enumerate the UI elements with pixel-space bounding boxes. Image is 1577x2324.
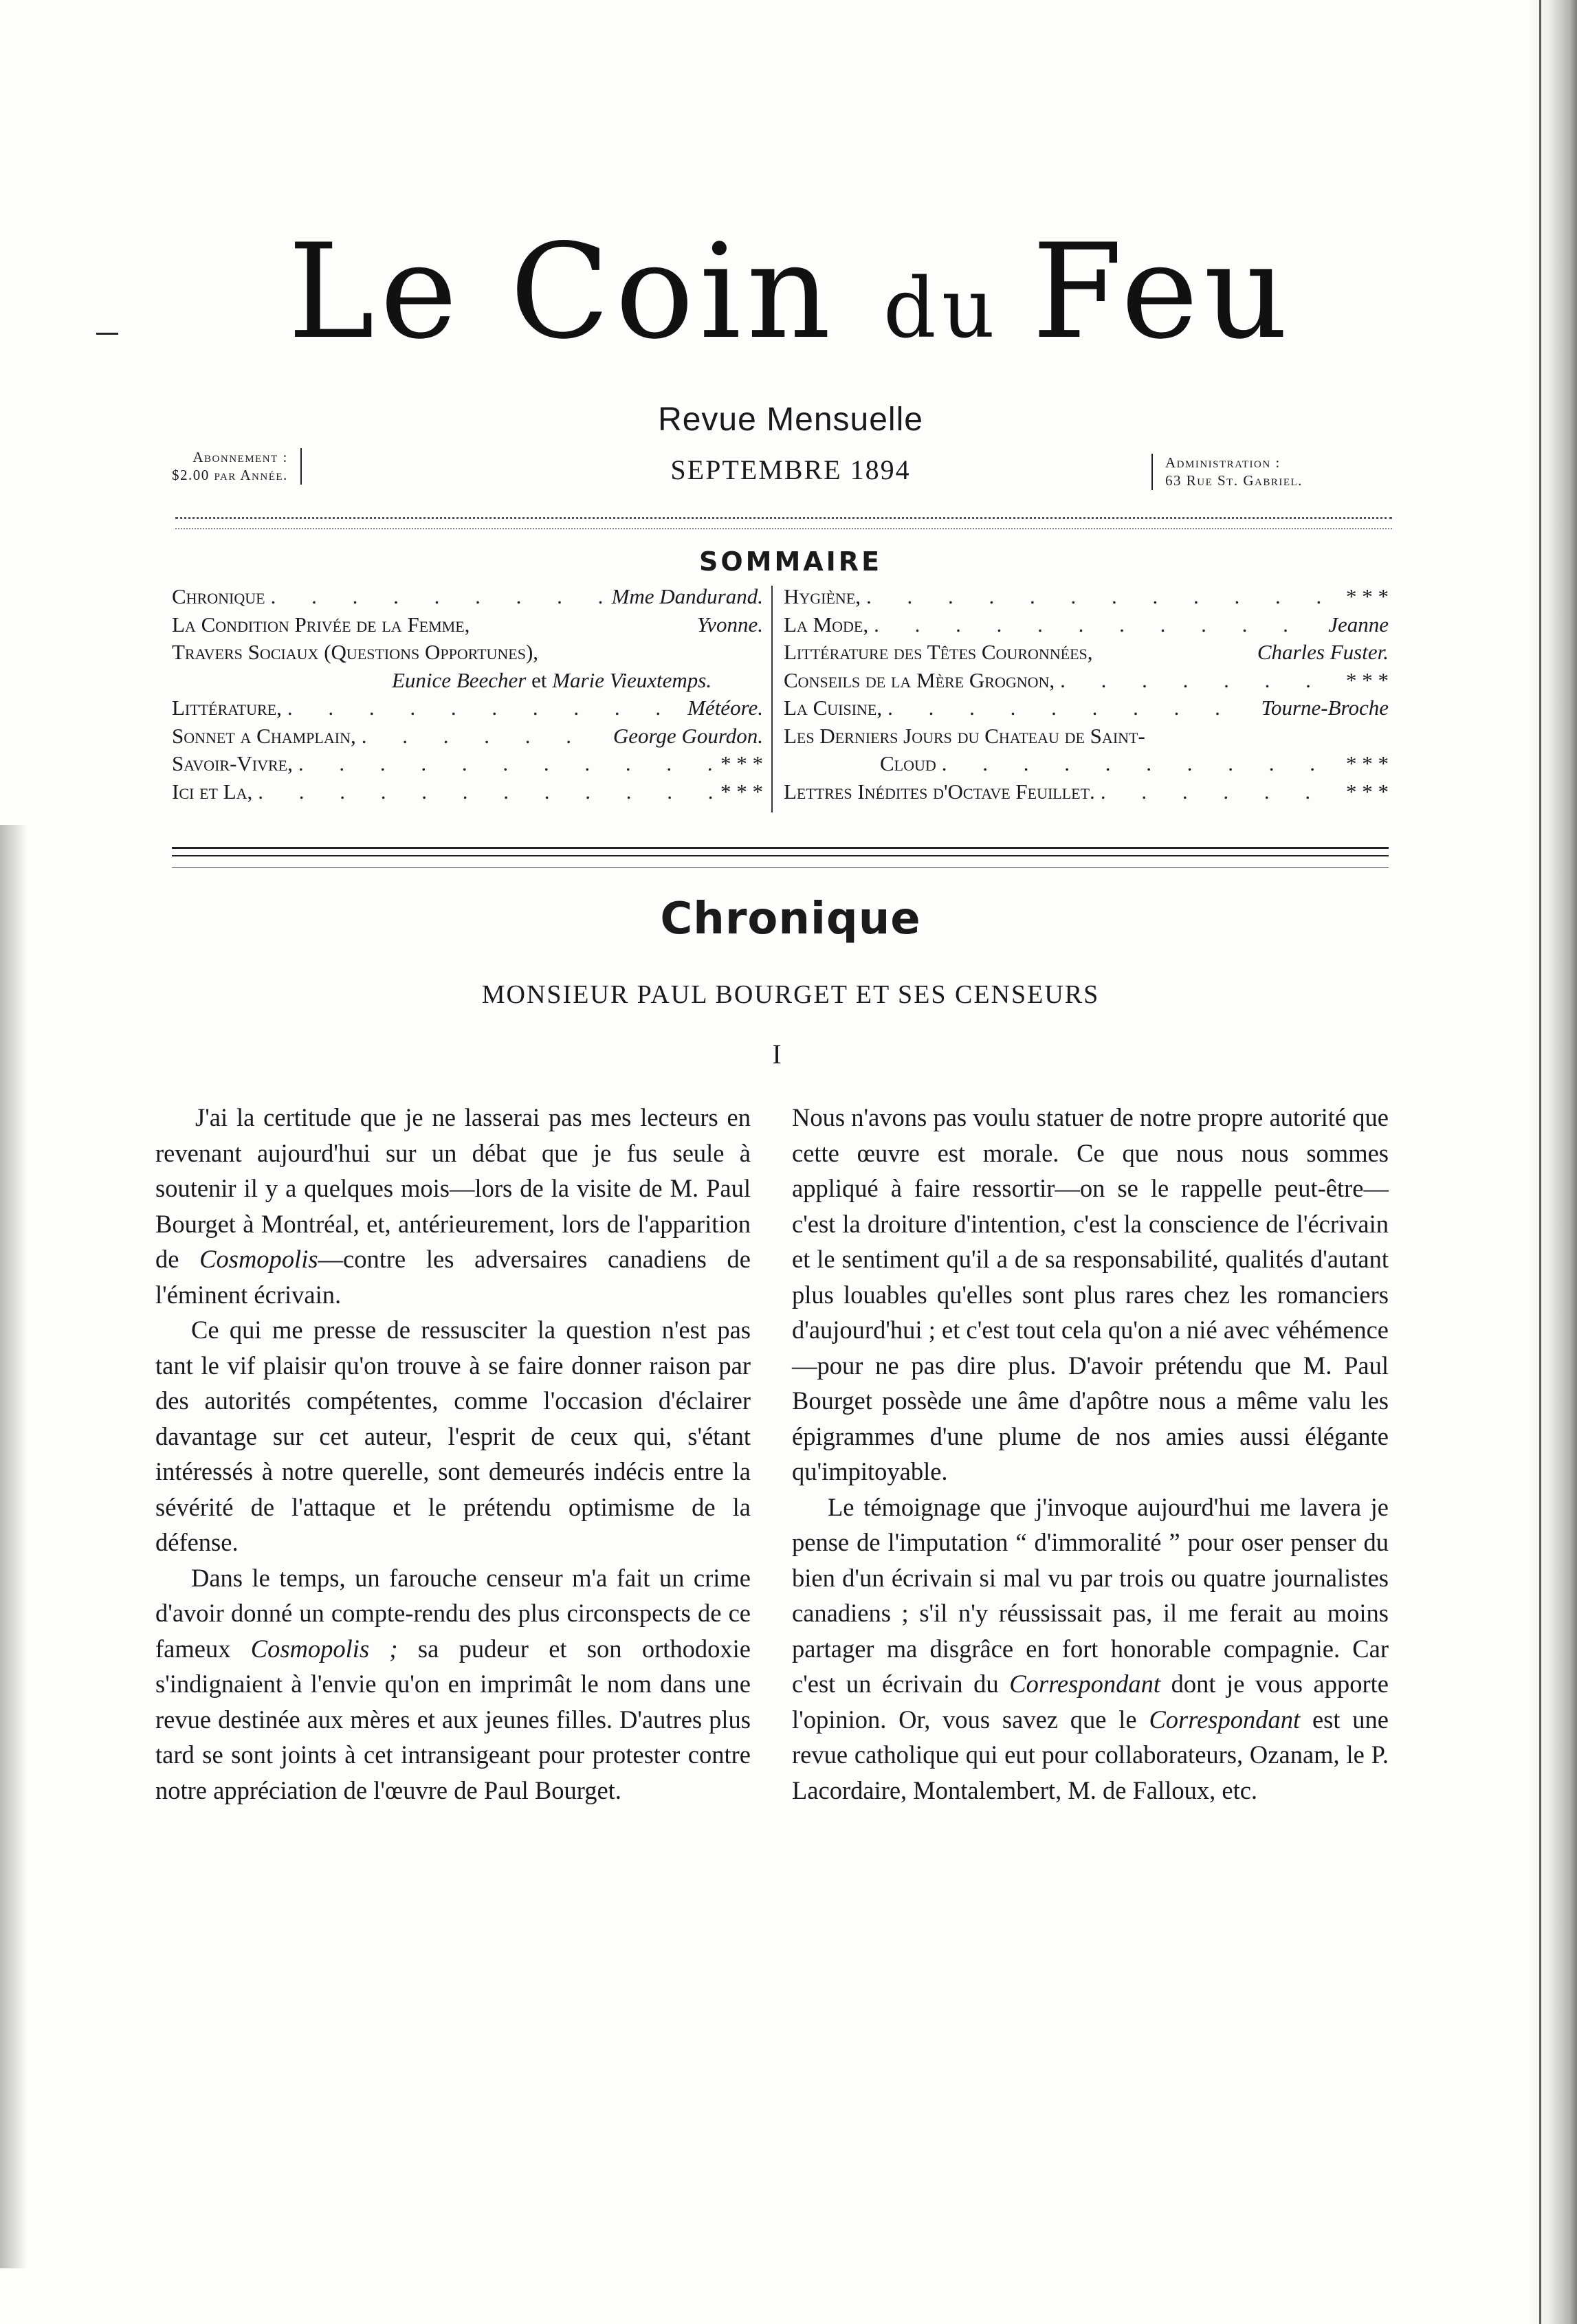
toc-entry-author: Mme Dandurand.	[611, 584, 763, 608]
toc-author-vieuxtemps: Marie Vieuxtemps.	[552, 667, 712, 692]
sommaire-rule-top	[172, 847, 1389, 849]
administration-box	[1151, 454, 1303, 490]
publication-title: Correspondant	[1149, 1705, 1301, 1734]
subscription-box	[172, 448, 302, 485]
masthead-title	[206, 216, 1375, 368]
toc-entry-author: Météore.	[687, 696, 763, 720]
article-paragraph: Nous n'avons pas voulu statuer de notre propre autorité que cette œuvre est morale. Ce que nous nous sommes appliqué à faire ressortir—on se le rappelle peut-être—c'est la droiture d'intention, c'est la conscience de l'écrivain et le sentiment qu'il a de sa responsabilité, qualités d'autant plus louables qu'elles sont plus rares chez les romanciers d'aujourd'hui ; et c'est tout cela qu'on a nié avec véhémence—pour ne pas dire plus. D'avoir prétendu que M. Paul Bourget possède une âme d'apôtre nous a même valu les épigrammes d'une plume de nos amies aussi élégante qu'impitoyable.	[792, 1103, 1389, 1485]
toc-leader	[271, 583, 606, 611]
sommaire-rule-bottom	[172, 867, 1389, 868]
toc-entry-author: * * *	[720, 751, 763, 775]
toc-entry-title: La Cuisine,	[784, 696, 883, 720]
toc-entry-title: Conseils de la Mère Grognon,	[784, 667, 1055, 692]
sommaire-left-column	[172, 583, 763, 806]
section-title: Chronique	[660, 894, 921, 944]
toc-leader	[287, 694, 682, 722]
masthead-word-le: Le	[287, 216, 510, 368]
toc-entry	[784, 778, 1389, 806]
toc-entry	[784, 583, 1389, 611]
toc-entry-title: Littérature,	[172, 696, 282, 720]
toc-entry-title: Ici et La,	[172, 779, 253, 804]
toc-entry-continuation	[784, 750, 1389, 778]
sommaire-heading: SOMMAIRE	[698, 546, 883, 577]
paragraph-text: J'ai la certitude que je ne lasserai pas mes lecteurs en revenant aujourd'hui sur un débat que je fus seule à soutenir il y a quelques mois—lors de la visite de M. Paul Bourget à Montréal, et, antérieurement, lors de l'apparition de	[155, 1103, 751, 1273]
toc-entry-author: * * *	[720, 779, 763, 804]
toc-entry-author: * * *	[1346, 751, 1389, 775]
toc-entry	[784, 667, 1389, 695]
toc-entry	[172, 694, 763, 722]
toc-entry-title: Sonnet a Champlain,	[172, 723, 356, 748]
book-title: Cosmopolis ;	[250, 1634, 398, 1663]
toc-leader	[362, 722, 608, 751]
toc-entry	[784, 722, 1389, 751]
header-rule	[175, 517, 1392, 519]
toc-leader	[874, 611, 1323, 639]
toc-entry-title: La Mode,	[784, 612, 869, 637]
toc-entry-author: * * *	[1346, 779, 1389, 804]
issue-date: SEPTEMBRE 1894	[670, 454, 911, 485]
toc-entry	[172, 583, 763, 611]
sommaire-rule-middle	[172, 855, 1389, 856]
masthead-subtitle: Revue Mensuelle	[658, 401, 923, 438]
left-margin-stain	[0, 825, 27, 2268]
toc-entry-title: Chronique	[172, 584, 265, 608]
toc-entry-title: La Condition Privée de la Femme,	[172, 612, 470, 637]
toc-leader	[866, 583, 1341, 611]
toc-entry-title: Lettres Inédites d'Octave Feuillet.	[784, 779, 1095, 804]
toc-entry	[784, 611, 1389, 639]
header-rule-secondary	[175, 528, 1392, 529]
subscription-price: $2.00 par Année.	[172, 467, 288, 484]
toc-leader	[1101, 778, 1341, 806]
book-title: Cosmopolis	[199, 1245, 318, 1273]
toc-entry	[784, 694, 1389, 722]
page-edge-shadow	[1529, 0, 1577, 2324]
toc-entry-author: Jeanne	[1328, 612, 1389, 637]
toc-entry-title: Littérature des Têtes Couronnées,	[784, 640, 1093, 664]
paragraph-text: Le témoignage que j'invoque aujourd'hui me lavera je pense de l'imputation “ d'immoralité ” pour oser penser du bien d'un écrivain si mal vu par trois ou quatre journalistes canadiens ; s'il n'y réussissait pas, il me ferait au moins partager ma disgrâce en fort honorable compagnie. Car c'est un écrivain du	[792, 1492, 1389, 1698]
toc-entry-author: Charles Fuster.	[1257, 640, 1389, 664]
toc-author-conjunction: et	[526, 667, 553, 692]
toc-entry-title-cont: Cloud	[880, 751, 936, 775]
article-part-number: I	[772, 1039, 782, 1070]
subscription-label: Abonnement :	[192, 449, 288, 465]
toc-leader	[1060, 667, 1341, 695]
toc-entry	[172, 750, 763, 778]
paragraph-text: —contre les adversaires canadiens de l'éminent écrivain.	[155, 1245, 751, 1309]
toc-entry	[172, 778, 763, 806]
article-column-left	[155, 1100, 751, 1808]
publication-title: Correspondant	[1009, 1670, 1160, 1698]
toc-entry-author: George Gourdon.	[613, 723, 763, 748]
toc-entry-title: Hygiène,	[784, 584, 861, 608]
toc-entry-authors	[172, 667, 763, 695]
article-paragraph	[155, 1100, 751, 1312]
paragraph-text: dont je vous apporte l'opinion. Or, vous savez que le	[792, 1670, 1389, 1734]
article-column-right	[792, 1100, 1389, 1808]
article-paragraph	[155, 1560, 751, 1808]
paragraph-text: sa pudeur et son orthodoxie s'indignaient à l'envie qu'on en imprimât le nom dans une revue destinée aux mères et aux jeunes filles. D'autres plus tard se sont joints à cet intransigeant pour protester contre notre appréciation de l'œuvre de Paul Bourget.	[155, 1634, 751, 1804]
sommaire-divider	[771, 586, 773, 812]
toc-entry-author: Yvonne.	[696, 612, 763, 637]
paragraph-text: est une revue catholique qui eut pour collaborateurs, Ozanam, le P. Lacordaire, Montalembert, M. de Falloux, etc.	[792, 1705, 1389, 1804]
masthead-word-feu: Feu	[1032, 216, 1294, 368]
toc-entry	[172, 639, 763, 667]
toc-leader	[942, 750, 1341, 778]
article-title: MONSIEUR PAUL BOURGET ET SES CENSEURS	[481, 980, 1100, 1009]
toc-leader	[298, 750, 715, 778]
toc-entry-title: Travers Sociaux (Questions Opportunes),	[172, 640, 539, 664]
page-edge-line	[1539, 0, 1541, 2324]
article-paragraph	[792, 1490, 1389, 1808]
toc-author-beecher: Eunice Beecher	[392, 667, 527, 692]
toc-entry	[172, 722, 763, 751]
toc-entry-author: Tourne-Broche	[1261, 696, 1389, 720]
toc-leader	[887, 694, 1255, 722]
toc-entry-author: * * *	[1346, 667, 1389, 692]
toc-entry-title: Les Derniers Jours du Chateau de Saint-	[784, 723, 1145, 748]
masthead-word-du: du	[883, 261, 1033, 357]
article-paragraph: Ce qui me presse de ressusciter la question n'est pas tant le vif plaisir qu'on trouve à se faire donner raison par des autorités compétentes, comme l'occasion d'éclairer davantage sur cet auteur, l'esprit de ceux qui, s'étant intéressés à notre querelle, sont demeurés indécis entre la sévérité de l'attaque et le prétendu optimisme de la défense.	[155, 1316, 751, 1556]
administration-label: Administration :	[1165, 454, 1281, 471]
sommaire-right-column	[784, 583, 1389, 806]
toc-leader	[258, 778, 715, 806]
margin-mark	[96, 333, 118, 335]
administration-address: 63 Rue St. Gabriel.	[1165, 472, 1303, 489]
masthead-word-coin: Coin	[509, 216, 883, 368]
toc-entry	[784, 639, 1389, 667]
toc-entry-author: * * *	[1346, 584, 1389, 608]
toc-entry-title: Savoir-Vivre,	[172, 751, 293, 775]
toc-entry	[172, 611, 763, 639]
paragraph-text: Dans le temps, un farouche censeur m'a fait un crime d'avoir donné un compte-rendu des plus circonspects de ce fameux	[155, 1563, 751, 1663]
